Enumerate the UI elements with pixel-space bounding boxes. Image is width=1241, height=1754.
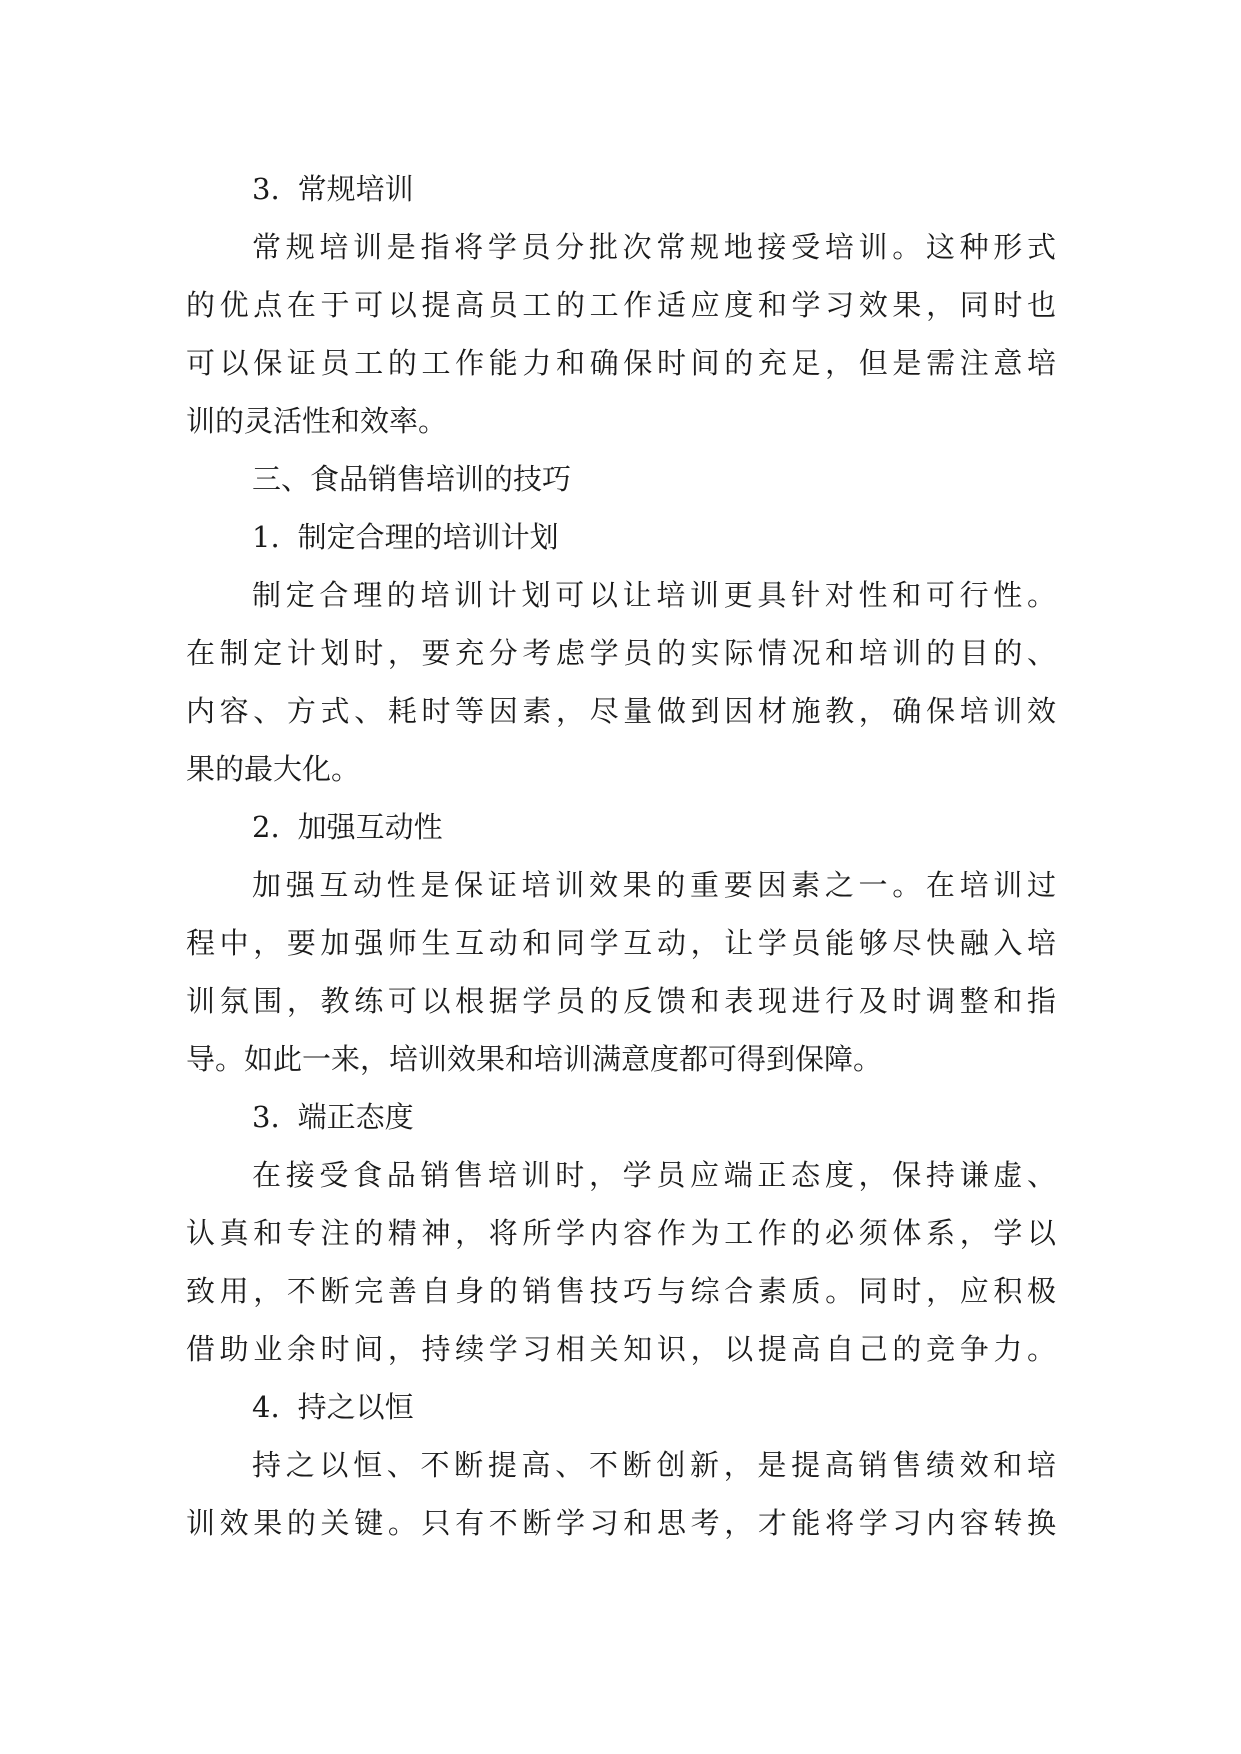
heading-text: 常规培训 [297,172,414,206]
heading-text: 加强互动性 [297,810,443,844]
paragraph-line: 在制定计划时，要充分考虑学员的实际情况和培训的目的、 [186,636,1056,670]
paragraph-perseverance [186,1436,1056,1552]
heading-number: 2. [252,810,280,844]
section-heading-interactivity [186,798,1056,856]
paragraph-line: 持之以恒、不断提高、不断创新，是提高销售绩效和培 [252,1448,1056,1482]
paragraph-interactivity [186,856,1056,1088]
paragraph-line: 的优点在于可以提高员工的工作适应度和学习效果，同时也 [186,288,1056,322]
heading-text: 持之以恒 [297,1390,414,1424]
paragraph-line: 程中，要加强师生互动和同学互动，让学员能够尽快融入培 [186,926,1056,960]
paragraph-line: 制定合理的培训计划可以让培训更具针对性和可行性。 [252,578,1056,612]
heading-number: 1. [252,520,280,554]
heading-number: 3. [252,172,280,206]
paragraph-line: 内容、方式、耗时等因素，尽量做到因材施教，确保培训效 [186,694,1056,728]
section-heading-attitude [186,1088,1056,1146]
paragraph-attitude [186,1146,1056,1378]
paragraph-training-plan [186,566,1056,798]
paragraph-routine-training [186,218,1056,450]
paragraph-line: 可以保证员工的工作能力和确保时间的充足，但是需注意培 [186,346,1056,380]
paragraph-line: 常规培训是指将学员分批次常规地接受培训。这种形式 [252,230,1056,264]
document-body [186,160,1056,1552]
section-heading-sales-training-skills [186,450,1056,508]
paragraph-line: 训效果的关键。只有不断学习和思考，才能将学习内容转换 [186,1506,1056,1540]
heading-number: 3. [252,1100,280,1134]
paragraph-line: 导。如此一来，培训效果和培训满意度都可得到保障。 [186,1042,883,1076]
paragraph-line: 在接受食品销售培训时，学员应端正态度，保持谦虚、 [252,1158,1056,1192]
heading-text: 三、食品销售培训的技巧 [252,462,572,496]
paragraph-line: 致用，不断完善自身的销售技巧与综合素质。同时，应积极 [186,1274,1056,1308]
paragraph-line: 借助业余时间，持续学习相关知识，以提高自己的竞争力。 [186,1332,1056,1366]
paragraph-line: 加强互动性是保证培训效果的重要因素之一。在培训过 [252,868,1056,902]
paragraph-line: 训的灵活性和效率。 [186,404,448,438]
paragraph-line: 认真和专注的精神，将所学内容作为工作的必须体系，学以 [186,1216,1056,1250]
paragraph-line: 训氛围，教练可以根据学员的反馈和表现进行及时调整和指 [186,984,1056,1018]
heading-text: 端正态度 [297,1100,414,1134]
section-heading-perseverance [186,1378,1056,1436]
section-heading-routine-training [186,160,1056,218]
paragraph-line: 果的最大化。 [186,752,361,786]
heading-text: 制定合理的培训计划 [297,520,559,554]
heading-number: 4. [252,1390,280,1424]
section-heading-training-plan [186,508,1056,566]
